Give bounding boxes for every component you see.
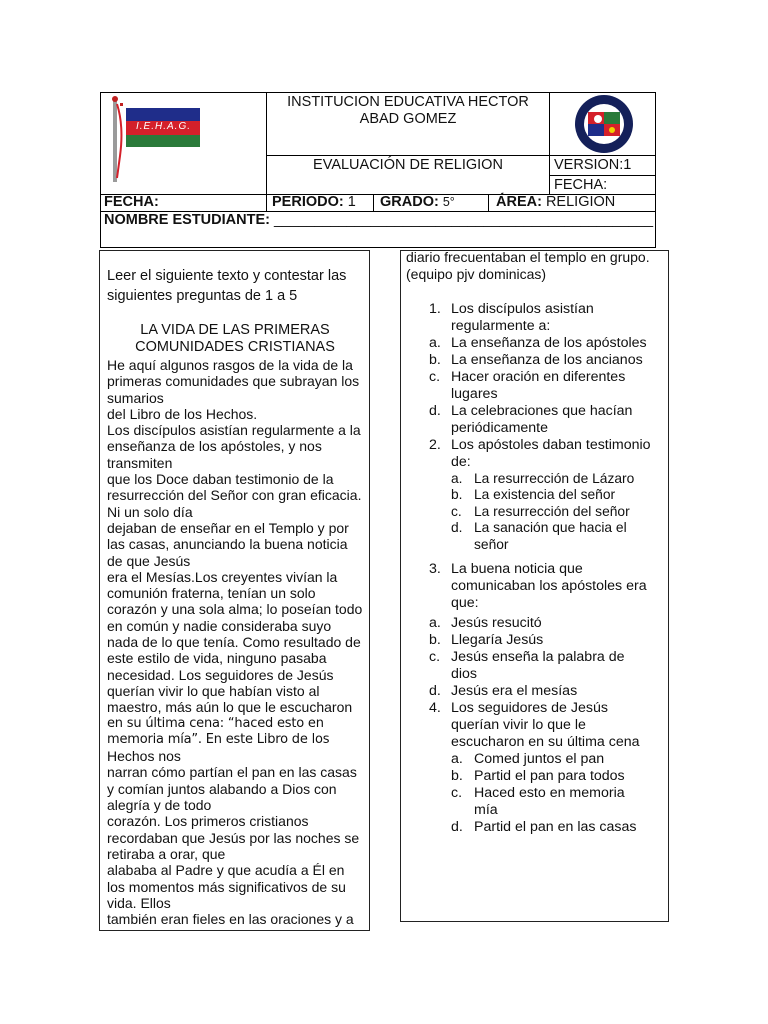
reading-line: querían vivir lo que habían visto al (107, 682, 320, 699)
reading-line: transmiten (107, 454, 173, 471)
exam-title: EVALUACIÓN DE RELIGION (313, 157, 503, 173)
option-2b[interactable] (451, 487, 669, 503)
reading-line: sumarios (107, 389, 164, 406)
reading-line: narran cómo partían el pan en las casas (107, 764, 357, 781)
question-4-options (451, 751, 669, 836)
option-letter: b. (451, 768, 463, 785)
area-field (496, 194, 615, 211)
option-letter: c. (451, 503, 462, 519)
reading-line: alegría y de todo (107, 797, 212, 814)
option-text: mía (474, 802, 498, 819)
question-text: querían vivir lo que le (451, 717, 586, 734)
option-text: Hacer oración en diferentes (451, 369, 626, 385)
option-text: Partid el pan en las casas (474, 819, 637, 836)
option-1b[interactable] (429, 352, 669, 369)
option-2d[interactable] (451, 520, 669, 553)
divider-h1 (266, 155, 656, 156)
reading-line: alababa al Padre y que acudía a Él en (107, 862, 345, 879)
option-1a[interactable] (429, 335, 669, 352)
table-border-left (100, 92, 101, 248)
reading-line: en común y nadie consideraba suyo (107, 617, 332, 634)
question-text: regularmente a: (451, 318, 551, 334)
option-text: señor (474, 536, 509, 552)
header-table (100, 92, 656, 248)
option-letter: b. (429, 632, 441, 649)
option-text: La resurrección del señor (474, 503, 630, 519)
reading-line: Hechos nos (107, 748, 181, 765)
divider-v3 (373, 194, 374, 211)
option-2c[interactable] (451, 504, 669, 520)
option-text: Jesús era el mesías (451, 683, 578, 700)
option-1d[interactable] (429, 403, 669, 437)
nombre-blank: _______________________________________________ (273, 212, 654, 228)
reading-line: nada de lo que tenía. Como resultado de (107, 634, 361, 651)
option-letter: d. (429, 683, 441, 700)
reading-line: vida. Ellos (107, 894, 171, 911)
option-3d[interactable] (429, 683, 669, 700)
option-1c[interactable] (429, 369, 669, 403)
option-text: periódicamente (451, 420, 549, 436)
area-value: RELIGION (545, 194, 616, 210)
reading-title (100, 322, 370, 356)
reading-line: comunión fraterna, tenían un solo (107, 585, 316, 602)
option-3b[interactable] (429, 632, 669, 649)
option-text: La existencia del señor (474, 487, 616, 503)
option-letter: c. (429, 649, 441, 666)
right-intro (406, 249, 668, 283)
nombre-field (104, 212, 653, 229)
question-text: que: (451, 595, 479, 612)
question-text: La buena noticia que (451, 561, 583, 578)
right-intro-line1: diario frecuentaban el templo en grupo. (406, 249, 650, 265)
option-text: Jesús enseña la palabra de (451, 649, 625, 666)
question-4 (429, 700, 669, 751)
option-letter: d. (451, 520, 463, 536)
nombre-label: NOMBRE ESTUDIANTE: (104, 212, 270, 228)
option-text: La enseñanza de los apóstoles (451, 335, 647, 351)
option-letter: d. (429, 403, 441, 419)
option-3a[interactable] (429, 615, 669, 632)
option-2a[interactable] (451, 471, 669, 487)
reading-line: dejaban de enseñar en el Templo y por (107, 519, 349, 536)
reading-line: las casas, anunciando la buena noticia (107, 536, 348, 553)
reading-line: y comían juntos alabando a Dios con (107, 780, 337, 797)
option-text: La enseñanza de los ancianos (451, 352, 643, 368)
reading-line: enseñanza de los apóstoles, y nos (107, 438, 322, 455)
option-letter: c. (451, 785, 463, 802)
option-text: Jesús resucitó (451, 615, 542, 632)
question-text: de: (451, 454, 471, 470)
question-number: 1. (429, 301, 441, 317)
reading-line: era el Mesías.Los creyentes vivían la (107, 568, 338, 585)
reading-line: He aquí algunos rasgos de la vida de la (107, 357, 353, 373)
reading-line: en su última cena: “haced esto en (107, 715, 324, 731)
divider-v4 (488, 194, 489, 211)
question-number: 4. (429, 700, 441, 717)
grado-label: GRADO: (380, 194, 439, 210)
reading-line: necesidad. Los seguidores de Jesús (107, 666, 334, 683)
reading-line: primeras comunidades que subrayan los (107, 373, 360, 390)
question-2-options (451, 471, 669, 553)
reading-line: resurrección del Señor con gran eficacia. (107, 487, 362, 504)
question-2 (429, 437, 669, 471)
grado-field (380, 194, 455, 211)
reading-line: de que Jesús (107, 552, 191, 569)
area-label: ÁREA: (496, 194, 542, 210)
reading-line: retiraba a orar, que (107, 845, 226, 862)
flag-text: I.E.H.A.G. (136, 121, 192, 132)
option-4c[interactable] (451, 785, 669, 819)
option-letter: b. (451, 487, 463, 503)
option-text: dios (451, 666, 478, 683)
option-text: La resurrección de Lázaro (474, 471, 635, 486)
option-text: La celebraciones que hacían (451, 403, 633, 419)
fecha-label: FECHA: (104, 194, 159, 210)
question-3 (429, 561, 669, 612)
reading-line: que los Doce daban testimonio de la (107, 471, 334, 488)
question-text: Los seguidores de Jesús (451, 700, 608, 717)
table-border-top (100, 92, 656, 93)
reading-line: memoria mía”. En este Libro de los (107, 731, 330, 747)
option-letter: a. (451, 471, 463, 486)
question-1 (429, 301, 669, 335)
reading-text (107, 357, 369, 927)
grado-value: 5° (442, 195, 455, 209)
institution-name-line2: ABAD GOMEZ (359, 111, 457, 127)
option-4a[interactable] (451, 751, 669, 768)
questions-list (429, 301, 669, 836)
option-letter: a. (429, 335, 441, 351)
reading-line: los momentos más significativos de su (107, 878, 346, 895)
periodo-field (272, 194, 356, 211)
table-border-right (655, 92, 656, 248)
divider-v2 (549, 92, 550, 194)
option-letter: a. (429, 615, 441, 632)
option-4b[interactable] (451, 768, 669, 785)
option-text: Haced esto en memoria (474, 785, 625, 802)
option-4d[interactable] (451, 819, 669, 836)
institution-name-line1: INSTITUCION EDUCATIVA HECTOR (287, 94, 529, 110)
option-text: La sanación que hacia el (474, 520, 627, 536)
reading-line: del Libro de los Hechos. (107, 405, 258, 422)
question-number: 3. (429, 561, 441, 578)
option-letter: d. (451, 819, 463, 836)
reading-line: Los discípulos asistían regularmente a la (107, 422, 361, 439)
question-text: Los apóstoles daban testimonio (451, 437, 651, 453)
question-text: escucharon en su última cena (451, 734, 640, 751)
instruction-text: Leer el siguiente texto y contestar las siguientes preguntas de 1 a 5 (107, 268, 347, 304)
option-letter: a. (451, 751, 463, 768)
reading-line: también eran fieles en las oraciones y a (107, 911, 354, 928)
question-text: Los discípulos asistían (451, 301, 594, 317)
fecha-right-label: FECHA: (554, 177, 608, 193)
option-text: Llegaría Jesús (451, 632, 544, 649)
divider-h2 (549, 175, 656, 176)
option-text: Comed juntos el pan (474, 751, 605, 768)
reading-line: Ni un solo día (107, 503, 193, 520)
question-text: comunicaban los apóstoles era (451, 578, 647, 595)
reading-line: recordaban que Jesús por las noches se (107, 829, 360, 846)
reading-line: corazón y una sola alma; lo poseían todo (107, 601, 363, 618)
reading-line: corazón. Los primeros cristianos (107, 813, 309, 830)
reading-title-line1: LA VIDA DE LAS PRIMERAS (140, 322, 330, 338)
right-intro-line2: (equipo pjv dominicas) (406, 266, 547, 282)
version-label: VERSION:1 (554, 157, 632, 173)
school-seal-logo (564, 94, 644, 154)
periodo-value: 1 (347, 194, 356, 210)
table-border-bottom (100, 247, 656, 248)
option-letter: c. (429, 369, 441, 385)
reading-line: maestro, más aún lo que le escucharon (107, 699, 353, 716)
reading-line: este estilo de vida, ninguno pasaba (107, 650, 327, 667)
flag-logo (106, 96, 206, 184)
option-text: lugares (451, 386, 498, 402)
option-3c[interactable] (429, 649, 669, 683)
question-number: 2. (429, 437, 441, 453)
reading-title-line2: COMUNIDADES CRISTIANAS (135, 339, 335, 355)
option-letter: b. (429, 352, 441, 368)
periodo-label: PERIODO: (272, 194, 344, 210)
option-text: Partid el pan para todos (474, 768, 625, 785)
